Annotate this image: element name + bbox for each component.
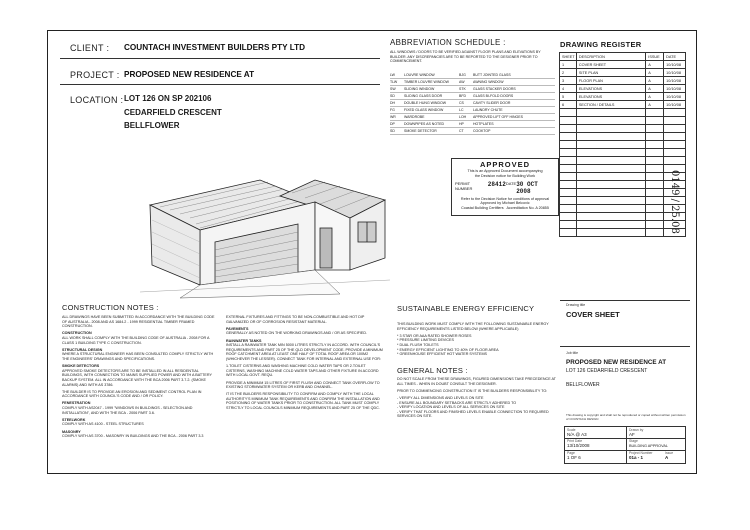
construction-notes-title: CONSTRUCTION NOTES : [62, 303, 159, 312]
approval-line [452, 206, 558, 211]
register-cell: 6 [560, 101, 577, 109]
issue-label: Issue [665, 451, 674, 455]
abbreviation-cell: LAUNDRY CHUTE [473, 108, 503, 112]
grid-line [626, 427, 627, 463]
register-header-cell: ISSUE [646, 53, 664, 61]
date-cell [567, 439, 590, 448]
note-text: THE BUILDER IS TO PROVIDE AN EROSION AND SEDIMENT CONTROL PLAN IN ACCORDANCE WITH COUNCIL'S CODE AND / OR POLICY. [62, 389, 202, 399]
register-title: DRAWING REGISTER [560, 40, 642, 49]
general-notes-title: GENERAL NOTES : [397, 366, 468, 375]
register-empty-row [560, 189, 686, 197]
abbreviation-cell: WR [390, 115, 396, 119]
register-cell: 10/10/08 [664, 61, 686, 69]
date-label: DATE [505, 180, 517, 186]
permit-date: 30 OCT 2008 [516, 180, 538, 195]
location-line: BELLFLOWER [124, 121, 180, 130]
abbreviation-cell: LC [459, 108, 464, 112]
job-title-line2: LOT 126 CEDARFIELD CRESCENT [566, 368, 648, 374]
drawn-value: AF [629, 432, 635, 437]
accreditation: Accreditation No. A 20855 [506, 206, 549, 211]
project-number-value: 01a - 1 [629, 455, 644, 460]
general-note-text: DO NOT SCALE FROM THESE DRAWINGS, FIGURED DIMENSIONS TAKE PRECEDENCE AT ALL TIMES - WHEN IN DOUBT CONSULT THE DESIGNER. [397, 377, 556, 386]
note-text: 1.TOILET CISTERNS AND WASHING MACHINE COLD WATER TAPS OR 2.TOILET CISTERNS, WASHING MACHINE COLD WATER TAPS AND OTHER FIXTURE IN ACCORD WITH LOCAL GOVT. REQU. [226, 364, 379, 378]
approval-line: the Decision notice for Building Work [474, 173, 536, 178]
grid-line [565, 450, 685, 451]
abbreviation-row [390, 93, 555, 100]
register-cell: 10/10/08 [664, 85, 686, 93]
register-empty-row [560, 221, 686, 229]
sustainable-intro: THIS BUILDING WORK MUST COMPLY WITH THE FOLLOWING SUSTAINABLE ENERGY EFFICIENCY REQUIREMENTS LISTED BELOW (WHERE APPLICABLE) [397, 322, 549, 331]
location-value [124, 92, 222, 133]
register-header-row [560, 53, 686, 61]
register-empty-row [560, 229, 686, 237]
project-value: PROPOSED NEW RESIDENCE AT [124, 70, 255, 79]
sustainable-item: * ENERGY EFFICIENT LIGHTING TO 40% OF FLOOR AREA [397, 347, 499, 352]
note-text: EXTERNAL FIXTURES AND FITTINGS TO BE NON-COMBUSTIBLE AND HOT DIP GALVANIZED OR OF CORROSION RESISTANT MATERIAL. [226, 315, 365, 324]
sustainable-item: * 3 STAR OR AAA RATED SHOWER ROSES [397, 333, 472, 338]
abbreviation-cell: FG [390, 108, 395, 112]
register-row [560, 61, 686, 69]
project-number-label: Project Number [629, 451, 653, 455]
abbreviation-cell: SD [390, 94, 395, 98]
note-text: APPROVED SMOKE DETECTORS ARE TO BE INSTALLED IN ALL RESIDENTIAL BUILDINGS, WITH CONNECTION TO MAINS SUPPLIED POWER AND WITH A BATTERY BACKUP SYSTEM. ALL IN ACCORDANCE WITH THE BCA 2006 PART 3.7.2. (SMOKE ALARMS) AND WITH AS 3786. [62, 368, 212, 387]
divider [560, 346, 690, 347]
approval-line: Refer to the Decision Notice for conditions of approval [460, 196, 550, 201]
register-cell: 10/10/08 [664, 101, 686, 109]
location-line: CEDARFIELD CRESCENT [124, 107, 222, 117]
register-cell: A [646, 69, 664, 77]
register-table [559, 52, 686, 237]
location-label: LOCATION : [70, 95, 124, 105]
divider [60, 58, 380, 59]
abbreviation-table [390, 72, 555, 135]
register-cell: 3 [560, 77, 577, 85]
job-title-line3: BELLFLOWER [566, 382, 600, 388]
register-cell: 2 [560, 69, 577, 77]
construction-notes-col2 [226, 315, 386, 413]
register-empty-row [560, 133, 686, 141]
construction-notes-col1 [62, 315, 220, 441]
register-empty-row [560, 117, 686, 125]
abbreviation-cell: TIMBER LOUVRE WINDOW [404, 80, 449, 84]
note-heading: MASONRY [62, 429, 81, 434]
issue-value: A [665, 455, 669, 460]
note-text: INSTALL A RAINWATER TANK MIN 5000 LITRES STRICTLY IN ACCORD. WITH COUNCIL'S REQUIREMENTS AND PART 25 OF THE QLD DEVELOPMENT CODE. PROVIDE A MINIMUM ROOF CATCHMENT AREA AT LEAST ONE HALF OF TOTAL ROOF AREA OR 100M2 (WHICHEVER THE LESSER). CONNECT TANK FOR INTERNAL AND EXTERNAL USE FOR: [226, 343, 383, 361]
note-text: PROVIDE A MINIMUM 15 LITRES OF FIRST FLUSH AND CONNECT TANK OVERFLOW TO EXISTING STORMWATER SYSTEM OR KERB AND CHANNEL. [226, 380, 380, 390]
register-cell: 1 [560, 61, 577, 69]
note-heading: PAVEMENTS [226, 326, 249, 331]
sustainable-text [397, 322, 557, 357]
abbreviation-cell: DH [390, 101, 396, 105]
note-heading: FENESTRATION [62, 401, 91, 406]
job-title-line1: PROPOSED NEW RESIDENCE AT [566, 359, 667, 366]
approval-line: This is an Approved Document accompanying [467, 169, 543, 173]
abbreviation-cell: LOH [459, 115, 467, 119]
register-cell: SITE PLAN [577, 69, 646, 77]
stage-value: BUILDING APPROVAL [629, 444, 668, 448]
page-label: Page [567, 451, 575, 455]
date-value: 13/10/2008 [567, 443, 590, 448]
register-empty-row [560, 173, 686, 181]
abbreviation-cell: FIXED GLASS WINDOW [404, 108, 444, 112]
abbreviation-row [390, 128, 555, 135]
divider [560, 300, 690, 301]
register-cell: A [646, 101, 664, 109]
abbreviation-cell: LOUVRE WINDOW [404, 73, 435, 77]
approval-stamp [451, 158, 559, 216]
house-elevation-drawing [140, 160, 390, 300]
note-text: COMPLY WITH AS 3700 - MASONRY IN BUILDINGS AND THE BCA - 2006 PART 3.3 [62, 434, 204, 439]
register-cell: A [646, 77, 664, 85]
note-heading: STEELWORK [62, 417, 86, 422]
abbreviation-cell: SMOKE DETECTOR [404, 129, 437, 133]
project-label: PROJECT : [70, 70, 120, 80]
abbreviation-cell: SW [390, 87, 396, 91]
title-block-grid [564, 426, 686, 464]
register-empty-row [560, 149, 686, 157]
register-empty-row [560, 125, 686, 133]
abbreviation-cell: WARDROBE [404, 115, 425, 119]
entry-door [320, 228, 332, 268]
register-cell: FLOOR PLAN [577, 77, 646, 85]
scale-cell [567, 428, 587, 437]
note-text: COMPLY WITH AS2047 - 1999 "WINDOWS IN BUILDINGS - SELECTION AND INSTALLATION", AND WITH THE BCA - 2006 PART 3.6. [62, 406, 193, 415]
note-text: COMPLY WITH AS 4100 - STEEL STRUCTURES [62, 422, 144, 427]
project-number-cell [629, 451, 653, 460]
general-note-item: - ENSURE ALL BOUNDARY SETBACKS ARE STRICTLY ADHERED TO [397, 400, 517, 405]
abbreviation-row [390, 114, 555, 121]
register-empty-row [560, 213, 686, 221]
issue-cell [665, 451, 673, 460]
abbreviation-cell: HP [459, 122, 464, 126]
abbreviation-cell: SLIDING WINDOW [404, 87, 435, 91]
abbreviation-cell: SLIDING GLASS DOOR [404, 94, 443, 98]
abbreviation-cell: STK [459, 87, 466, 91]
register-row [560, 93, 686, 101]
stage-label: Stage [629, 439, 638, 443]
permit-row [452, 179, 558, 197]
drawn-cell [629, 428, 643, 437]
general-note-item: - VERIFY ALL DIMENSIONS AND LEVELS ON SITE [397, 395, 484, 400]
register-empty-row [560, 109, 686, 117]
abbreviation-cell: BUTT JOINTED GLASS [473, 73, 511, 77]
register-cell: A [646, 85, 664, 93]
abbreviation-title: ABBREVIATION SCHEDULE : [390, 38, 506, 47]
stage-cell [629, 439, 668, 448]
register-row [560, 85, 686, 93]
note-heading: CONSTRUCTION [62, 331, 92, 336]
abbreviation-row [390, 100, 555, 107]
client-value: COUNTACH INVESTMENT BUILDERS PTY LTD [124, 43, 306, 52]
sustainable-item: * DUAL FLUSH TOILETS [397, 342, 439, 347]
approval-line: Approved by Michael Belcovic [480, 201, 530, 206]
register-header-cell: DESCRIPTION [577, 53, 646, 61]
abbreviation-cell: GLASS STACKER DOORS [473, 87, 516, 91]
register-empty-row [560, 165, 686, 173]
abbreviation-cell: GLASS BI-FOLD DOORS [473, 94, 514, 98]
scale-value: N/A @ A3 [567, 432, 587, 437]
general-note-text: PRIOR TO COMMENCING CONSTRUCTION IT IS THE BUILDERS RESPONSIBILITY TO: [397, 388, 548, 393]
abbreviation-cell: HOTPLATES [473, 122, 494, 126]
note-text: ALL WORK SHALL COMPLY WITH THE BUILDING CODE OF AUSTRALIA - 2008 FOR A CLASS 1 BUILDING TYPE C CONSTRUCTION. [62, 335, 210, 345]
abbreviation-cell: CS [459, 101, 464, 105]
register-cell: 10/10/08 [664, 93, 686, 101]
sustainable-item: * GREENHOUSE EFFICIENT HOT WATER SYSTEMS [397, 352, 488, 357]
page-cell [567, 451, 581, 460]
register-empty-row [560, 197, 686, 205]
abbreviation-cell: DP [390, 122, 395, 126]
sustainable-item: * PRESSURE LIMITING DEVICES [397, 338, 454, 343]
divider [60, 84, 380, 85]
abbreviation-cell: SD [390, 129, 395, 133]
register-cell: 10/10/08 [664, 69, 686, 77]
abbreviation-cell: CAVITY SLIDER DOOR [473, 101, 511, 105]
register-row [560, 69, 686, 77]
register-cell: ELEVATIONS [577, 85, 646, 93]
register-empty-row [560, 205, 686, 213]
general-note-item: - VERIFY THAT FLOORS AND FINISHED LEVELS ENABLE CONNECTION TO REQUIRED SERVICES ON SITE. [397, 409, 549, 419]
abbreviation-row [390, 72, 555, 79]
abbreviation-note: ALL WINDOWS / DOORS TO BE VERIFIED AGAINST FLOOR PLANS AND ELEVATIONS BY BUILDER. ANY DISCREPANCIES ARE TO BE REPORTED TO THE DESIGNER PRIOR TO COMMENCEMENT. [390, 50, 541, 64]
register-cell: 10/10/08 [664, 77, 686, 85]
register-row [560, 77, 686, 85]
abbreviation-cell: COOKTOP [473, 129, 491, 133]
abbreviation-cell: BFD [459, 94, 466, 98]
note-text: GENERALLY AS NOTED ON THE WORKING DRAWINGS AND / OR AS SPECIFIED. [226, 331, 368, 336]
register-cell: A [646, 93, 664, 101]
copyright-note: This drawing is copyright and shall not be reproduced or copied without written permission of COUNTACH DESIGN [566, 413, 686, 421]
note-text: WHERE A STRUCTURAL ENGINEER HAS BEEN CONSULTED COMPLY STRICTLY WITH THE ENGINEERS' DRAWINGS AND SPECIFICATIONS. [62, 352, 214, 361]
note-heading: SMOKE DETECTORS [62, 364, 100, 369]
job-title-label: Job title [566, 351, 579, 355]
register-cell: ELEVATIONS [577, 93, 646, 101]
note-text: IT IS THE BUILDERS RESPONSIBILITY TO CONFIRM AND COMPLY WITH THE LOCAL AUTHORITY'S MINIMUM TANK REQUIREMENTS AND CONFIRM THE INSTALLATION AND POSITIONING OF WATER TANKS PRIOR TO CONSTRUCTION. ALL TANK MUST COMPLY STRICTLY TO LOCAL COUNCILS MINIMUM REQUIREMENTS AND PART 25 OF THE QDC. [226, 392, 380, 411]
abbreviation-cell: LW [390, 73, 395, 77]
certifier: Coastal Building Certifiers [461, 206, 504, 211]
drawing-title-label: Drawing title [566, 303, 586, 307]
note-heading: RAINWATER TANKS [226, 338, 262, 343]
register-empty-row [560, 157, 686, 165]
drawing-title: COVER SHEET [566, 310, 620, 319]
abbreviation-cell: AWNING WINDOW [473, 80, 504, 84]
register-cell: 4 [560, 85, 577, 93]
drawn-label: Drawn by [629, 428, 644, 432]
abbreviation-cell: APPROVED LIFT OFF HINGES [473, 115, 523, 119]
abbreviation-cell: DOWNPIPES AS NOTED [404, 122, 445, 126]
note-heading: STRUCTURAL DESIGN [62, 347, 103, 352]
permit-number: 28412 [487, 180, 506, 188]
scale-label: Scale [567, 428, 576, 432]
register-empty-row [560, 141, 686, 149]
register-header-cell: SHEET [560, 53, 577, 61]
general-note-item: - VERIFY LOCATION AND LEVELS OF ALL SERVICES ON SITE [397, 405, 505, 410]
handwritten-note: 0149 / 25.08 [669, 170, 680, 234]
abbreviation-row [390, 86, 555, 93]
abbreviation-cell: CT [459, 129, 464, 133]
abbreviation-cell: AW [459, 80, 465, 84]
register-row [560, 101, 686, 109]
register-cell: A [646, 61, 664, 69]
abbreviation-row [390, 79, 555, 86]
general-notes-text [397, 377, 557, 419]
permit-label: PERMIT NUMBER [455, 180, 473, 191]
approval-title: APPROVED [479, 160, 531, 169]
register-cell: 5 [560, 93, 577, 101]
register-empty-row [560, 181, 686, 189]
abbreviation-cell: TLW [390, 80, 398, 84]
note-text: ALL DRAWINGS HAVE BEEN SUBMITTED IN ACCORDANCE WITH THE BUILDING CODE OF AUSTRALIA - 2008 AND AS 1684.2 - 1999 RESIDENTIAL TIMBER FRAMED CONSTRUCTION. [62, 315, 215, 329]
date-label: Print Date [567, 439, 583, 443]
register-cell: SECTION / DETAILS [577, 101, 646, 109]
register-header-cell: DATE [664, 53, 686, 61]
grid-line [565, 438, 685, 439]
register-cell: COVER SHEET [577, 61, 646, 69]
abbreviation-cell: DOUBLE HUNG WINDOW [404, 101, 446, 105]
sustainable-title: SUSTAINABLE ENERGY EFFICIENCY [397, 304, 535, 313]
location-line: LOT 126 ON SP 202106 [124, 94, 212, 103]
abbreviation-cell: BJG [459, 73, 466, 77]
client-label: CLIENT : [70, 43, 110, 53]
abbreviation-row [390, 121, 555, 128]
page-value: 1 OF 6 [567, 455, 581, 460]
abbreviation-row [390, 107, 555, 114]
